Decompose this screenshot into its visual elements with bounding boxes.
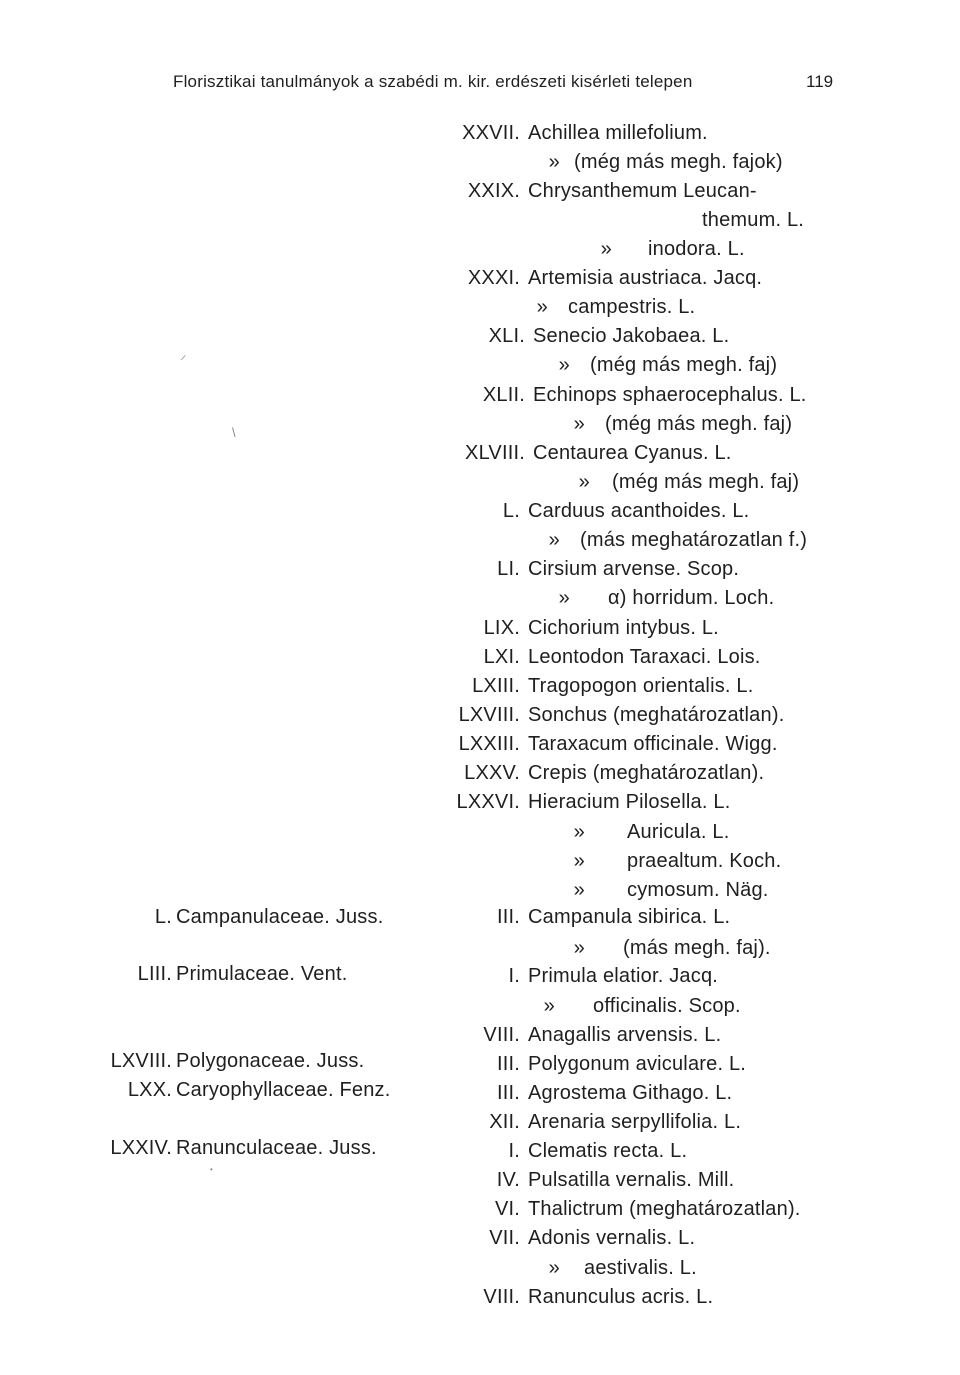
species-name: inodora. L. xyxy=(648,238,745,260)
species-name: Sonchus (meghatározatlan). xyxy=(528,704,785,726)
ditto-mark: » xyxy=(548,529,560,551)
species-row xyxy=(420,384,807,407)
species-name: Anagallis arvensis. L. xyxy=(528,1024,722,1046)
species-number: VI. xyxy=(494,1198,520,1220)
species-row xyxy=(420,762,764,785)
ditto-mark: » xyxy=(548,1257,560,1279)
ditto-mark: » xyxy=(536,296,548,318)
species-row xyxy=(420,122,708,145)
ditto-mark: » xyxy=(558,587,570,609)
species-name: (más megh. faj). xyxy=(623,937,771,959)
family-name: Ranunculaceae. Juss. xyxy=(176,1137,377,1159)
species-row xyxy=(420,1257,697,1280)
family-number: LXX. xyxy=(127,1079,172,1101)
species-number: III. xyxy=(496,1082,520,1104)
species-name: Chrysanthemum Leucan- xyxy=(528,180,757,202)
species-number: LXI. xyxy=(483,646,520,668)
species-name: Senecio Jakobaea. L. xyxy=(533,325,730,347)
species-row xyxy=(420,354,777,377)
species-row xyxy=(420,1227,695,1250)
species-continuation: themum. L. xyxy=(702,209,805,231)
species-row xyxy=(420,1140,687,1163)
ditto-mark: » xyxy=(573,937,585,959)
species-name: (még más megh. faj) xyxy=(590,354,778,376)
species-row xyxy=(420,180,757,203)
ditto-mark: » xyxy=(573,821,585,843)
species-row xyxy=(420,1198,801,1221)
species-number: LXXIII. xyxy=(458,733,520,755)
species-name: Agrostema Githago. L. xyxy=(528,1082,733,1104)
species-number: LXVIII. xyxy=(458,704,520,726)
family-entry xyxy=(92,906,383,929)
species-name: Campanula sibirica. L. xyxy=(528,906,731,928)
family-entry xyxy=(92,1137,377,1160)
ditto-mark: » xyxy=(600,238,612,260)
species-number: LXXVI. xyxy=(456,791,520,813)
scan-speck: ⸝ xyxy=(180,347,187,362)
species-row xyxy=(420,1053,746,1076)
species-number: III. xyxy=(496,906,520,928)
species-number: LI. xyxy=(497,558,520,580)
ditto-mark: » xyxy=(548,151,560,173)
family-entry xyxy=(92,1079,391,1102)
species-number: XXVII. xyxy=(462,122,520,144)
species-row xyxy=(420,995,741,1018)
species-row xyxy=(420,879,769,902)
species-number: I. xyxy=(508,1140,520,1162)
species-number: XLI. xyxy=(488,325,525,347)
species-number: III. xyxy=(496,1053,520,1075)
ditto-mark: » xyxy=(573,413,585,435)
species-row xyxy=(420,587,774,610)
species-number: XLVIII. xyxy=(465,442,525,464)
species-name: Centaurea Cyanus. L. xyxy=(533,442,732,464)
family-number: LIII. xyxy=(137,963,172,985)
species-name: Carduus acanthoides. L. xyxy=(528,500,750,522)
species-number: LXIII. xyxy=(472,675,520,697)
family-name: Polygonaceae. Juss. xyxy=(176,1050,365,1072)
species-name: aestivalis. L. xyxy=(584,1257,697,1279)
species-number: VIII. xyxy=(483,1024,520,1046)
species-row xyxy=(420,1286,713,1309)
species-row xyxy=(420,296,695,319)
species-name: α) horridum. Loch. xyxy=(608,587,775,609)
species-row xyxy=(420,151,783,174)
species-row xyxy=(420,937,771,960)
species-name: (még más megh. fajok) xyxy=(574,151,783,173)
species-name: Leontodon Taraxaci. Lois. xyxy=(528,646,761,668)
species-name: Primula elatior. Jacq. xyxy=(528,965,719,987)
species-row xyxy=(420,675,754,698)
species-name: Taraxacum officinale. Wigg. xyxy=(528,733,778,755)
family-entry xyxy=(92,1050,364,1073)
species-row xyxy=(420,646,761,669)
species-name: Thalictrum (meghatározatlan). xyxy=(528,1198,801,1220)
species-name: Clematis recta. L. xyxy=(528,1140,688,1162)
species-number: LIX. xyxy=(483,617,520,639)
species-row xyxy=(420,906,730,929)
species-name: Artemisia austriaca. Jacq. xyxy=(528,267,763,289)
species-number: VIII. xyxy=(483,1286,520,1308)
species-number: XII. xyxy=(489,1111,520,1133)
species-row xyxy=(420,1111,741,1134)
page-number: 119 xyxy=(806,72,834,91)
species-row xyxy=(420,1169,734,1192)
species-row xyxy=(420,791,730,814)
running-header: Florisztikai tanulmányok a szabédi m. kir. erdészeti kisérleti telepen xyxy=(173,72,693,91)
species-name: Tragopogon orientalis. L. xyxy=(528,675,754,697)
species-name: Cirsium arvense. Scop. xyxy=(528,558,740,580)
species-row xyxy=(420,500,749,523)
species-row xyxy=(420,325,729,348)
species-row xyxy=(420,471,799,494)
species-row xyxy=(420,704,784,727)
species-name: (más meghatározatlan f.) xyxy=(580,529,808,551)
species-row xyxy=(420,267,762,290)
species-name: Arenaria serpyllifolia. L. xyxy=(528,1111,742,1133)
ditto-mark: » xyxy=(573,850,585,872)
species-name: Cichorium intybus. L. xyxy=(528,617,719,639)
family-number: LXXIV. xyxy=(110,1137,172,1159)
species-name: Crepis (meghatározatlan). xyxy=(528,762,765,784)
ditto-mark: » xyxy=(558,354,570,376)
species-name: Hieracium Pilosella. L. xyxy=(528,791,731,813)
species-number: IV. xyxy=(496,1169,520,1191)
species-name: (még más megh. faj) xyxy=(605,413,793,435)
species-name: (még más megh. faj) xyxy=(612,471,800,493)
species-row xyxy=(420,617,719,640)
species-number: L. xyxy=(502,500,520,522)
species-name: officinalis. Scop. xyxy=(593,995,741,1017)
family-entry xyxy=(92,963,347,986)
species-name: Echinops sphaerocephalus. L. xyxy=(533,384,807,406)
species-row xyxy=(420,850,781,873)
species-name: Achillea millefolium. xyxy=(528,122,708,144)
scan-speck: \ xyxy=(232,425,236,440)
species-row xyxy=(420,558,739,581)
family-number: L. xyxy=(154,906,172,928)
species-row xyxy=(420,1082,732,1105)
family-name: Caryophyllaceae. Fenz. xyxy=(176,1079,391,1101)
species-name: campestris. L. xyxy=(568,296,696,318)
species-row xyxy=(420,413,792,436)
family-name: Campanulaceae. Juss. xyxy=(176,906,384,928)
species-name: Ranunculus acris. L. xyxy=(528,1286,714,1308)
species-name: Adonis vernalis. L. xyxy=(528,1227,696,1249)
species-name: Auricula. L. xyxy=(627,821,730,843)
species-number: XXIX. xyxy=(467,180,520,202)
ditto-mark: » xyxy=(578,471,590,493)
species-row xyxy=(420,821,729,844)
species-name: Pulsatilla vernalis. Mill. xyxy=(528,1169,735,1191)
scan-speck: • xyxy=(210,1165,213,1174)
species-row xyxy=(420,529,807,552)
species-name: cymosum. Näg. xyxy=(627,879,769,901)
species-number: LXXV. xyxy=(464,762,520,784)
ditto-mark: » xyxy=(543,995,555,1017)
species-row xyxy=(420,442,732,465)
species-number: VII. xyxy=(489,1227,520,1249)
ditto-mark: » xyxy=(573,879,585,901)
species-name: praealtum. Koch. xyxy=(627,850,782,872)
family-number: LXVIII. xyxy=(110,1050,172,1072)
species-row xyxy=(420,1024,721,1047)
species-number: XLII. xyxy=(482,384,525,406)
family-name: Primulaceae. Vent. xyxy=(176,963,348,985)
species-number: I. xyxy=(508,965,520,987)
species-name: Polygonum aviculare. L. xyxy=(528,1053,747,1075)
species-row xyxy=(420,965,718,988)
species-number: XXXI. xyxy=(467,267,520,289)
species-row xyxy=(420,733,778,756)
species-row xyxy=(420,238,745,261)
